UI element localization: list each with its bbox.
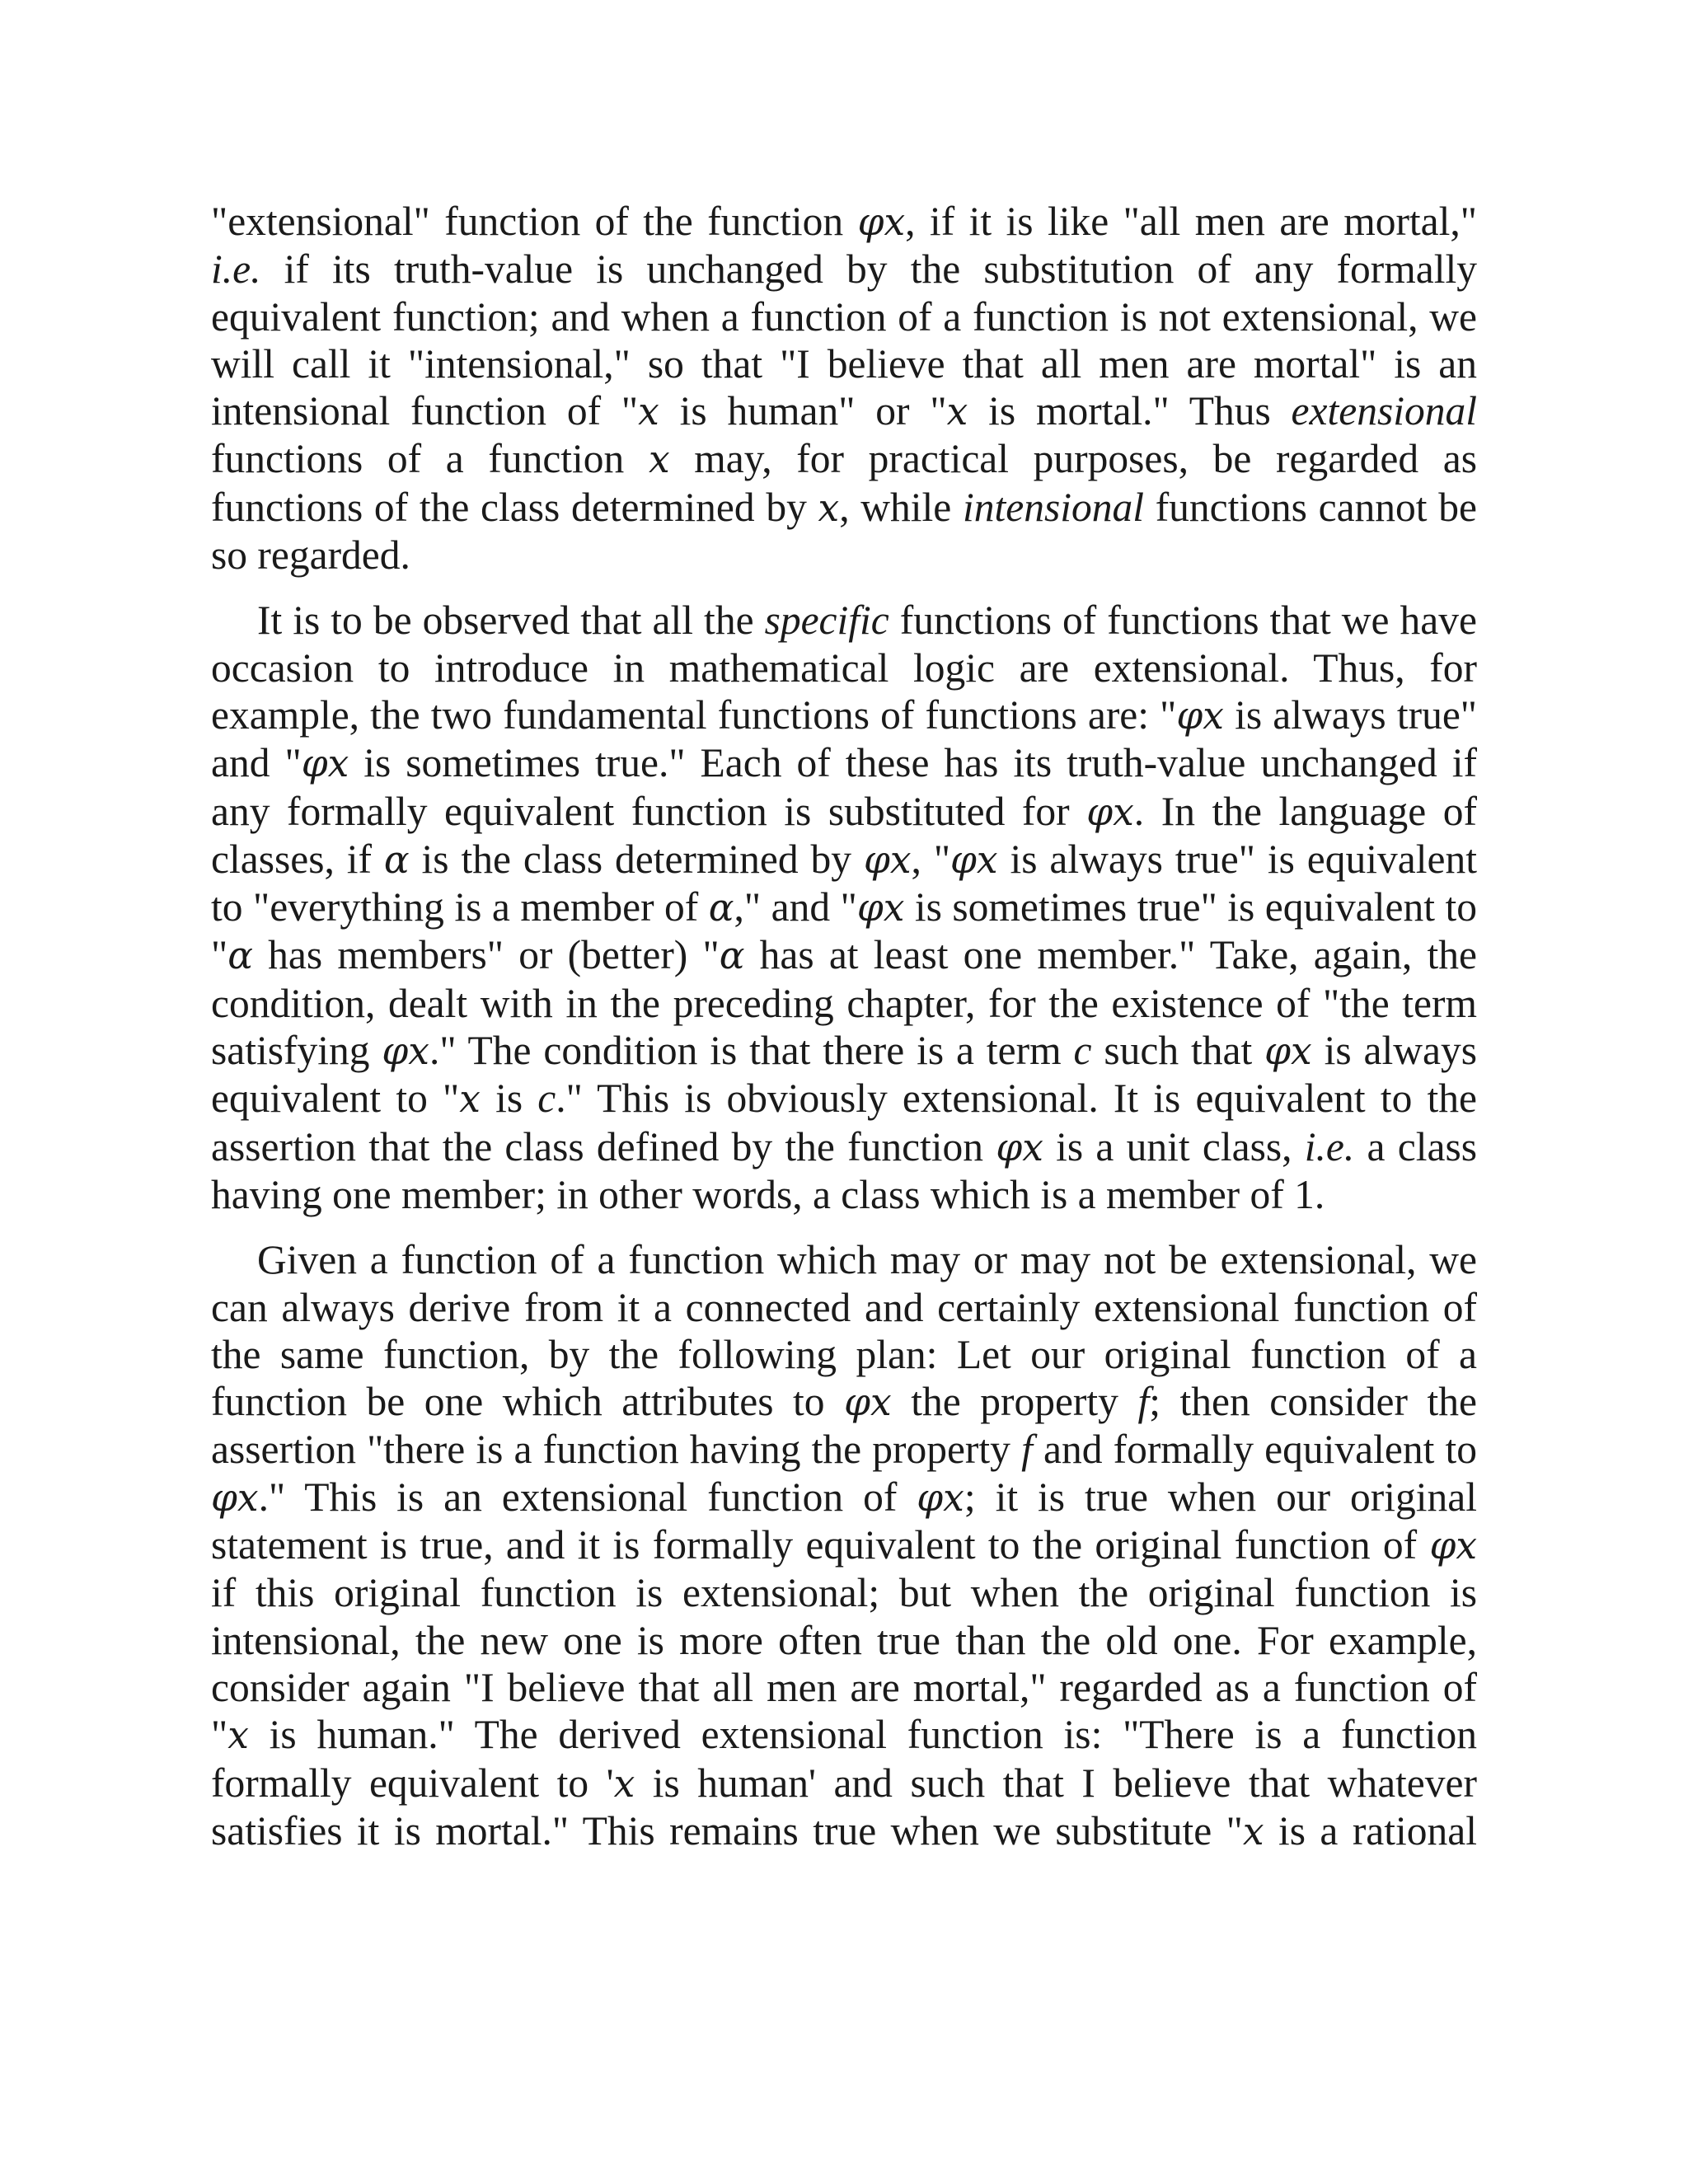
math-symbol: φx [996, 1125, 1043, 1169]
math-symbol: φx [950, 837, 998, 882]
italic-text: i.e. [211, 246, 261, 293]
math-symbol: x [459, 1077, 481, 1122]
text-run: is [480, 1076, 538, 1122]
text-run: the property [891, 1379, 1138, 1425]
text-run: is a unit class, [1043, 1123, 1305, 1169]
text-run: ." This is an extensional function of [258, 1474, 917, 1520]
text-run: and formally equivalent to [1032, 1427, 1477, 1473]
text-run: ; then consider the assertion "there is a function having the property [211, 1379, 1477, 1473]
math-symbol: φx [863, 837, 912, 882]
math-symbol: x [638, 390, 659, 434]
math-symbol: x [648, 438, 670, 482]
text-run: is human." The derived extensional function is: "There is a function formally equivalent to ' [211, 1712, 1477, 1806]
text-run: is sometimes true" is equivalent to " [211, 884, 1477, 978]
text-run: is the class determined by [409, 836, 864, 882]
text-run: "extensional" function of the function [211, 199, 858, 244]
text-run: is always true" is equivalent to "everything is a member of [211, 836, 1477, 930]
text-run: may, for practical purposes, be regarded as functions of the class determined by [211, 436, 1477, 530]
math-symbol: x [227, 1713, 249, 1758]
math-symbol: x [1242, 1809, 1264, 1854]
math-symbol: φx [1429, 1524, 1477, 1568]
math-symbol: α [383, 837, 410, 882]
math-symbol: φx [1086, 790, 1134, 834]
text-run: It is to be observed that all the [257, 598, 765, 644]
paragraph-1 [211, 198, 1477, 579]
text-run: has members" or (better) " [252, 932, 720, 978]
italic-text: intensional [962, 484, 1144, 530]
text-run: functions of a function [211, 436, 649, 482]
text-run: functions of functions that we have occasion to introduce in mathematical logic are extensional. Thus, for example, the two fundamental functions of functions are: " [211, 598, 1477, 738]
text-run: a class having one member; in other words, a class which is a member of 1. [211, 1123, 1477, 1217]
math-symbol: φx [301, 742, 349, 786]
math-symbol: φx [1176, 693, 1224, 738]
italic-text: i.e. [1304, 1123, 1355, 1169]
text-run: is always equivalent to " [211, 1028, 1477, 1122]
math-symbol: φx [844, 1380, 892, 1425]
math-symbol: α [719, 934, 745, 978]
math-symbol: φx [917, 1475, 964, 1520]
italic-text: f [1137, 1379, 1150, 1425]
math-symbol: α [227, 934, 253, 978]
text-run: if this original function is extensional; but when the original function is intensional, the new one is more often true than the old one. For example, consider again "I believe that all men are mortal," regarded as a function of " [211, 1570, 1477, 1758]
math-symbol: φx [857, 200, 906, 244]
text-run: ; it is true when our original statement is true, and it is formally equivalent to the original function of [211, 1474, 1477, 1568]
text-run: has at least one member." Take, again, the condition, dealt with in the preceding chapter, for the existence of "the term satisfying [211, 932, 1477, 1074]
math-symbol: x [818, 485, 840, 530]
math-symbol: φx [1264, 1029, 1312, 1074]
math-symbol: φx [211, 1475, 259, 1520]
italic-text: extensional [1291, 388, 1477, 434]
text-run: is human" or " [659, 388, 947, 434]
text-run: ," and " [734, 884, 857, 930]
math-symbol: x [946, 390, 968, 434]
math-symbol: φx [382, 1029, 429, 1074]
math-symbol: x [613, 1761, 635, 1806]
text-run: if its truth-value is unchanged by the substitution of any formally equivalent function; and when a function of a function is not extensional, we will call it "intensional," so that "I believe that all men are mortal" is an intensional function of " [211, 246, 1477, 434]
text-run: . In the language of classes, if [211, 788, 1477, 882]
text-run: ." This is obviously extensional. It is equivalent to the assertion that the class defined by the function [211, 1076, 1477, 1169]
text-run: is always true" and " [211, 691, 1477, 786]
text-run: such that [1091, 1028, 1265, 1074]
text-run: , while [839, 484, 963, 530]
italic-text: c [1073, 1028, 1092, 1074]
italic-text: specific [764, 598, 889, 644]
paragraph-2 [211, 597, 1477, 1218]
text-run: is a rational [1264, 1807, 1477, 1854]
text-run: is mortal." Thus [968, 388, 1292, 434]
paragraph-3 [211, 1236, 1477, 1855]
italic-text: c [537, 1076, 556, 1122]
text-run: is human' and such that I believe that whatever satisfies it is mortal." This remains true when we substitute " [211, 1760, 1477, 1854]
page-body [211, 198, 1477, 1873]
text-run: ." The condition is that there is a term [429, 1028, 1074, 1074]
text-run: Given a function of a function which may or may not be extensional, we can always derive from it a connected and certainly extensional function of the same function, by the following plan: Let our original function of a function be one which attributes to [211, 1237, 1477, 1425]
text-run: , if it is like "all men are mortal," [905, 199, 1477, 244]
text-run: , " [911, 836, 951, 882]
italic-text: f [1021, 1427, 1033, 1473]
text-run: functions cannot be so regarded. [211, 484, 1477, 579]
text-run: is sometimes true." Each of these has its truth-value unchanged if any formally equivalent function is substituted for [211, 740, 1477, 834]
math-symbol: φx [856, 886, 905, 930]
math-symbol: α [708, 886, 734, 930]
